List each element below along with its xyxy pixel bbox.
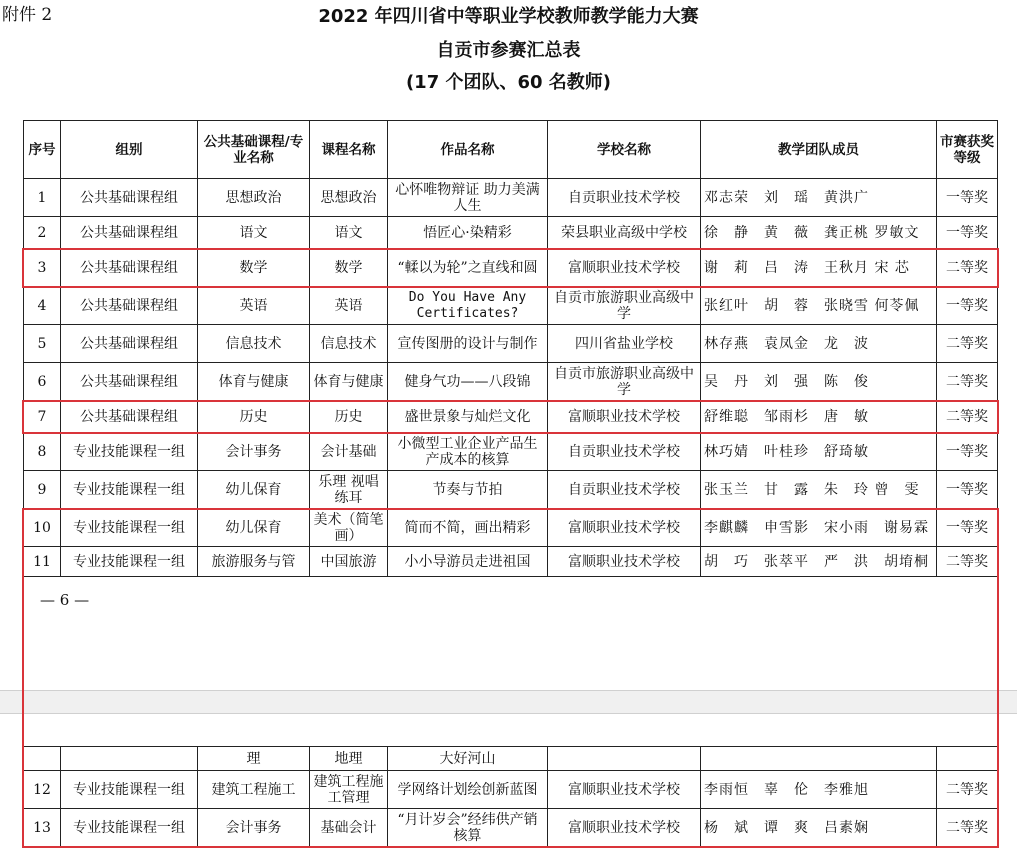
cell-course: 幼儿保育 bbox=[198, 509, 310, 547]
cell-no: 11 bbox=[24, 547, 61, 577]
cell-members: 胡 巧 张萃平 严 洪 胡堉桐 bbox=[701, 547, 937, 577]
cell-course: 幼儿保育 bbox=[198, 471, 310, 509]
header-course-name: 课程名称 bbox=[310, 121, 388, 179]
cell-course: 建筑工程施工 bbox=[198, 771, 310, 809]
cell-award: 一等奖 bbox=[937, 287, 998, 325]
table-row bbox=[24, 217, 998, 249]
cell-award: 一等奖 bbox=[937, 509, 998, 547]
highlight-box-row-3 bbox=[22, 248, 999, 288]
title-sub: 自贡市参赛汇总表 bbox=[436, 40, 581, 61]
cell-no: 3 bbox=[24, 249, 61, 287]
cell-members: 谢 莉 吕 涛 王秋月 宋 芯 bbox=[701, 249, 937, 287]
cell-no: 2 bbox=[24, 217, 61, 249]
header-group: 组别 bbox=[61, 121, 198, 179]
cell-award: 一等奖 bbox=[937, 179, 998, 217]
cell-course-name: 建筑工程施工管理 bbox=[310, 771, 388, 809]
header-no: 序号 bbox=[24, 121, 61, 179]
header-course: 公共基础课程/专业名称 bbox=[198, 121, 310, 179]
cell-members: 吴 丹 刘 强 陈 俊 bbox=[701, 363, 937, 401]
annex-label: 附件 2 bbox=[2, 5, 53, 25]
cell-work: 宣传图册的设计与制作 bbox=[388, 325, 548, 363]
cell-school: 富顺职业技术学校 bbox=[548, 771, 701, 809]
header-members: 教学团队成员 bbox=[701, 121, 937, 179]
cell-course: 语文 bbox=[198, 217, 310, 249]
cell-no: 8 bbox=[24, 433, 61, 471]
cell-no: 6 bbox=[24, 363, 61, 401]
cell-award: 一等奖 bbox=[937, 471, 998, 509]
header-work: 作品名称 bbox=[388, 121, 548, 179]
cell-work: 健身气功——八段锦 bbox=[388, 363, 548, 401]
cell-work: 简而不简，画出精彩 bbox=[388, 509, 548, 547]
cell-school: 荣县职业高级中学校 bbox=[548, 217, 701, 249]
cell-work: 小微型工业企业产品生产成本的核算 bbox=[388, 433, 548, 471]
cell-no: 7 bbox=[24, 401, 61, 433]
cell-course-name: 英语 bbox=[310, 287, 388, 325]
cell-group: 公共基础课程组 bbox=[61, 287, 198, 325]
cell-course: 思想政治 bbox=[198, 179, 310, 217]
cell-members: 杨 斌 谭 爽 吕素娴 bbox=[701, 809, 937, 847]
header-school: 学校名称 bbox=[548, 121, 701, 179]
cell-course: 理 bbox=[198, 747, 310, 771]
cell-work: 心怀唯物辩证 助力美满人生 bbox=[388, 179, 548, 217]
cell-group: 专业技能课程一组 bbox=[61, 433, 198, 471]
cell-award: 二等奖 bbox=[937, 809, 998, 847]
cell-course-name: 历史 bbox=[310, 401, 388, 433]
cell-work: Do You Have Any Certificates? bbox=[388, 287, 548, 325]
table-row bbox=[24, 363, 998, 401]
cell-school: 富顺职业技术学校 bbox=[548, 249, 701, 287]
cell-course-name: 基础会计 bbox=[310, 809, 388, 847]
cell-no: 5 bbox=[24, 325, 61, 363]
title-main: 2022 年四川省中等职业学校教师教学能力大赛 bbox=[318, 6, 699, 27]
cell-work: 盛世景象与灿烂文化 bbox=[388, 401, 548, 433]
cell-no: 1 bbox=[24, 179, 61, 217]
cell-members: 李麒麟 申雪影 宋小雨 谢易霖 bbox=[701, 509, 937, 547]
cell-members: 张红叶 胡 蓉 张晓雪 何苓佩 bbox=[701, 287, 937, 325]
cell-award: 一等奖 bbox=[937, 433, 998, 471]
cell-no: 13 bbox=[24, 809, 61, 847]
cell-school: 自贡职业技术学校 bbox=[548, 179, 701, 217]
cell-work: 学网络计划绘创新蓝图 bbox=[388, 771, 548, 809]
cell-course-name: 美术（简笔画） bbox=[310, 509, 388, 547]
cell-award: 一等奖 bbox=[937, 217, 998, 249]
cell-group: 公共基础课程组 bbox=[61, 249, 198, 287]
cell-school: 富顺职业技术学校 bbox=[548, 401, 701, 433]
cell-work: 小小导游员走进祖国 bbox=[388, 547, 548, 577]
cell-school: 自贡市旅游职业高级中学 bbox=[548, 287, 701, 325]
cell-no: 9 bbox=[24, 471, 61, 509]
cell-members: 张玉兰 甘 露 朱 玲 曾 雯 bbox=[701, 471, 937, 509]
cell-school: 自贡职业技术学校 bbox=[548, 433, 701, 471]
cell-members: 邓志荣 刘 瑶 黄洪广 bbox=[701, 179, 937, 217]
cell-award: 二等奖 bbox=[937, 325, 998, 363]
table-row bbox=[24, 179, 998, 217]
cell-course-name: 会计基础 bbox=[310, 433, 388, 471]
cell-group: 公共基础课程组 bbox=[61, 325, 198, 363]
table-header-row bbox=[24, 121, 998, 179]
cell-course-name: 体育与健康 bbox=[310, 363, 388, 401]
cell-group: 专业技能课程一组 bbox=[61, 771, 198, 809]
header-award: 市赛获奖等级 bbox=[937, 121, 998, 179]
cell-no: 12 bbox=[24, 771, 61, 809]
cell-work: 大好河山 bbox=[388, 747, 548, 771]
cell-members: 舒维聪 邹雨杉 唐 敏 bbox=[701, 401, 937, 433]
cell-group: 公共基础课程组 bbox=[61, 363, 198, 401]
highlight-box-rows-10-13 bbox=[22, 508, 999, 848]
table-row bbox=[24, 325, 998, 363]
cell-no: 4 bbox=[24, 287, 61, 325]
cell-members: 李雨恒 辜 伦 李雅旭 bbox=[701, 771, 937, 809]
cell-group: 公共基础课程组 bbox=[61, 401, 198, 433]
cell-school: 四川省盐业学校 bbox=[548, 325, 701, 363]
cell-school: 自贡职业技术学校 bbox=[548, 471, 701, 509]
cell-work: 节奏与节拍 bbox=[388, 471, 548, 509]
cell-course-name: 地理 bbox=[310, 747, 388, 771]
cell-group: 专业技能课程一组 bbox=[61, 547, 198, 577]
cell-course: 信息技术 bbox=[198, 325, 310, 363]
cell-award: 二等奖 bbox=[937, 771, 998, 809]
highlight-box-row-7 bbox=[22, 400, 999, 434]
cell-course: 数学 bbox=[198, 249, 310, 287]
cell-course: 会计事务 bbox=[198, 433, 310, 471]
cell-course: 会计事务 bbox=[198, 809, 310, 847]
cell-course-name: 乐理 视唱 练耳 bbox=[310, 471, 388, 509]
cell-school: 富顺职业技术学校 bbox=[548, 547, 701, 577]
cell-course: 旅游服务与管 bbox=[198, 547, 310, 577]
cell-award: 二等奖 bbox=[937, 401, 998, 433]
cell-course-name: 信息技术 bbox=[310, 325, 388, 363]
cell-school: 富顺职业技术学校 bbox=[548, 809, 701, 847]
cell-group: 专业技能课程一组 bbox=[61, 471, 198, 509]
cell-course: 体育与健康 bbox=[198, 363, 310, 401]
cell-course: 英语 bbox=[198, 287, 310, 325]
cell-group: 公共基础课程组 bbox=[61, 217, 198, 249]
cell-course-name: 中国旅游 bbox=[310, 547, 388, 577]
cell-course-name: 数学 bbox=[310, 249, 388, 287]
cell-school: 富顺职业技术学校 bbox=[548, 509, 701, 547]
cell-work: 悟匠心·染精彩 bbox=[388, 217, 548, 249]
cell-no: 10 bbox=[24, 509, 61, 547]
cell-group: 专业技能课程一组 bbox=[61, 809, 198, 847]
table-row bbox=[24, 471, 998, 509]
cell-work: “月计岁会”经纬供产销核算 bbox=[388, 809, 548, 847]
cell-course-name: 语文 bbox=[310, 217, 388, 249]
cell-award: 二等奖 bbox=[937, 547, 998, 577]
cell-award: 二等奖 bbox=[937, 249, 998, 287]
cell-members: 林巧婧 叶桂珍 舒琦敏 bbox=[701, 433, 937, 471]
cell-members: 徐 静 黄 薇 龚正桃 罗敏文 bbox=[701, 217, 937, 249]
page-number: — 6 — bbox=[40, 591, 90, 609]
cell-members: 林存燕 袁凤金 龙 波 bbox=[701, 325, 937, 363]
table-row bbox=[24, 287, 998, 325]
cell-course-name: 思想政治 bbox=[310, 179, 388, 217]
cell-award: 二等奖 bbox=[937, 363, 998, 401]
cell-group: 专业技能课程一组 bbox=[61, 509, 198, 547]
table-row bbox=[24, 433, 998, 471]
title-count: (17 个团队、60 名教师) bbox=[405, 72, 612, 93]
cell-group: 公共基础课程组 bbox=[61, 179, 198, 217]
cell-school: 自贡市旅游职业高级中学 bbox=[548, 363, 701, 401]
cell-work: “輮以为轮”之直线和圆 bbox=[388, 249, 548, 287]
cell-course: 历史 bbox=[198, 401, 310, 433]
